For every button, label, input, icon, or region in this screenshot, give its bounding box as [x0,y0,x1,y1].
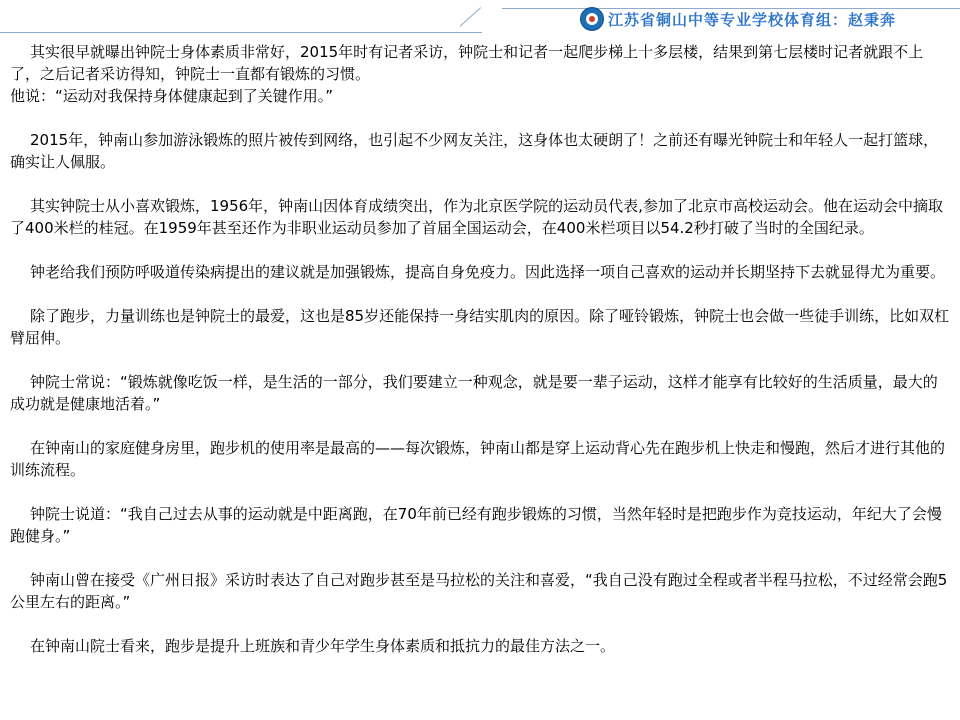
logo-center-dot [589,16,595,22]
paragraph-10: 钟南山曾在接受《广州日报》采访时表达了自己对跑步甚至是马拉松的关注和喜爱，“我自己没有跑过全程或者半程马拉松，不过经常会跑5公里左右的距离。” [10,571,948,611]
paragraph-3: 2015年，钟南山参加游泳锻炼的照片被传到网络，也引起不少网友关注，这身体也太硬朗了！之前还有曝光钟院士和年轻人一起打篮球，确实让人佩服。 [10,131,939,171]
paragraph-8: 在钟南山的家庭健身房里，跑步机的使用率是最高的——每次锻炼，钟南山都是穿上运动背心先在跑步机上快走和慢跑，然后才进行其他的训练流程。 [10,439,946,479]
paragraph-2-quote: 他说：“运动对我保持身体健康起到了关键作用。” [10,87,334,105]
header-top-line [502,8,960,9]
paragraph-11: 在钟南山院士看来，跑步是提升上班族和青少年学生身体素质和抵抗力的最佳方法之一。 [30,637,616,655]
paragraph-5: 钟老给我们预防呼吸道传染病提出的建议就是加强锻炼，提高自身免疫力。因此选择一项自己喜欢的运动并长期坚持下去就显得尤为重要。 [30,263,946,281]
paragraph-7: 钟院士常说：“锻炼就像吃饭一样，是生活的一部分，我们要建立一种观念，就是要一辈子运动，这样才能享有比较好的生活质量，最大的成功就是健康地活着。” [10,373,938,413]
paragraph-6: 除了跑步，力量训练也是钟院士的最爱，这也是85岁还能保持一身结实肌肉的原因。除了哑铃锻炼，钟院士也会做一些徒手训练，比如双杠臂屈伸。 [10,307,950,347]
header-divider-line [0,32,482,33]
paragraph-4: 其实钟院士从小喜欢锻炼，1956年，钟南山因体育成绩突出，作为北京医学院的运动员代表,参加了北京市高校运动会。他在运动会中摘取了400米栏的桂冠。在1959年甚至还作为非职业运动员参加了首届全国运动会，在400米栏项目以54.2秒打破了当时的全国纪录。 [10,197,943,237]
header-divider-slant [460,7,481,26]
school-logo-icon [580,7,604,31]
header-bar [0,0,960,38]
article-body [10,41,950,679]
paragraph-9: 钟院士说道：“我自己过去从事的运动就是中距离跑，在70年前已经有跑步锻炼的习惯，当然年轻时是把跑步作为竞技运动，年纪大了会慢跑健身。” [10,505,942,545]
paragraph-1: 其实很早就曝出钟院士身体素质非常好，2015年时有记者采访，钟院士和记者一起爬步梯上十多层楼，结果到第七层楼时记者就跟不上了，之后记者采访得知，钟院士一直都有锻炼的习惯。 [10,43,924,83]
logo-inner-ring [586,13,598,25]
header-title: 江苏省铜山中等专业学校体育组：赵秉奔 [608,11,897,29]
